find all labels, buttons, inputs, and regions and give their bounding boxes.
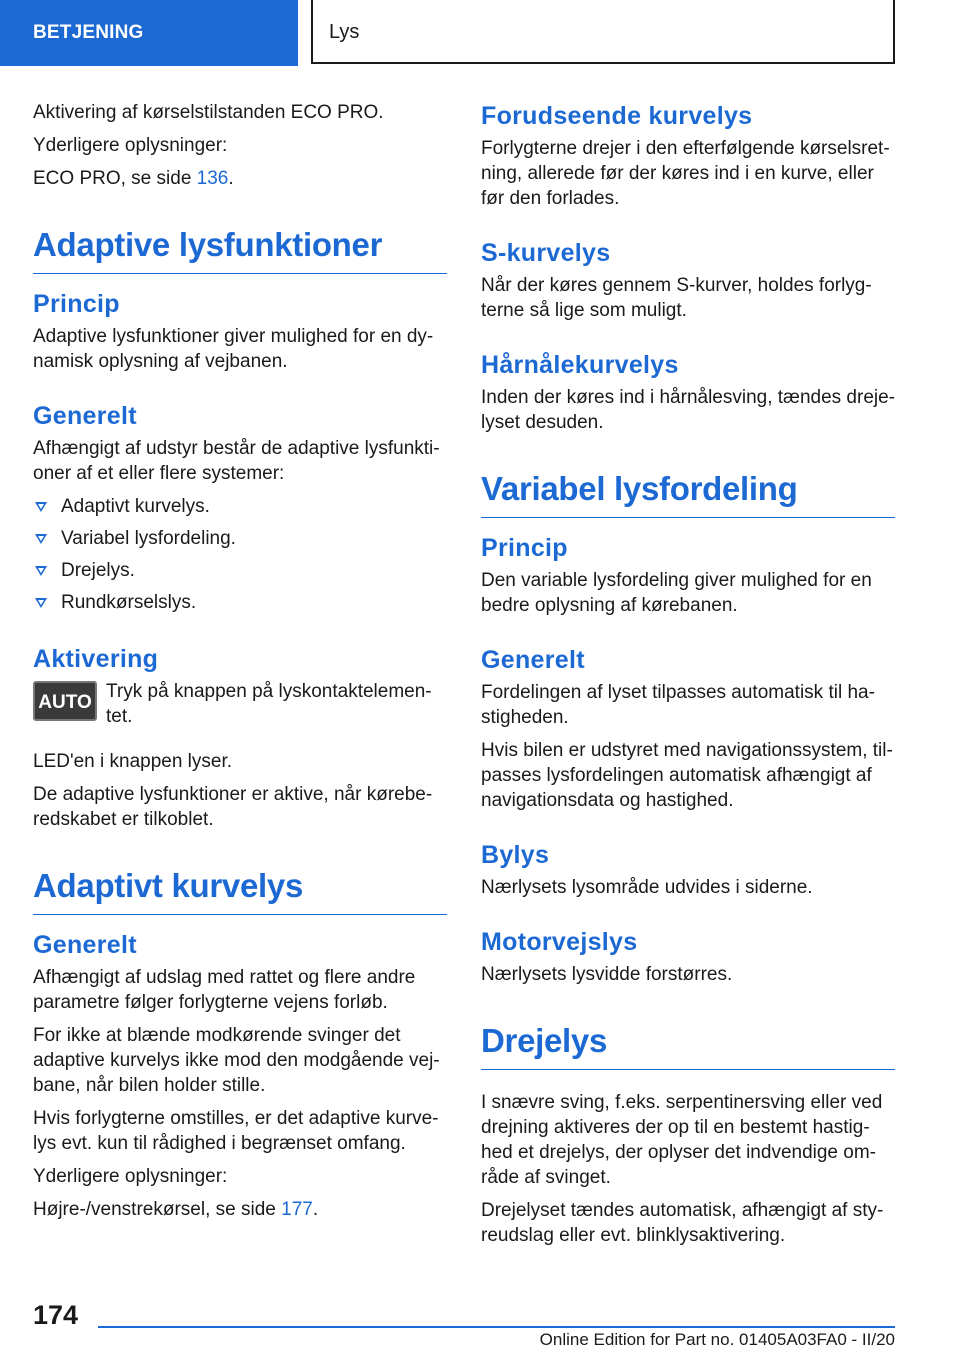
page-link-136[interactable]: 136: [196, 168, 229, 189]
systems-list: [33, 494, 447, 615]
motorvej-text: Nærlysets lysvidde forstørres.: [481, 964, 733, 985]
aktiv-text: De adaptive lysfunktioner er aktive, når kørebe-redskabet er tilkoblet.: [33, 784, 433, 830]
page-number: 174: [33, 1300, 79, 1330]
heading-s-kurvelys: S-kurvelys: [481, 239, 611, 267]
chapter-tab: Lys: [311, 0, 895, 64]
section-tab: BETJENING: [0, 0, 298, 66]
variabel-generelt-2: Hvis bilen er udstyret med navigationssystem, til-passes lysfordelingen automatisk afhængigt af navigationsdata og hastighed.: [481, 740, 893, 811]
variabel-generelt-1: Fordelingen af lyset tilpasses automatisk til ha-stigheden.: [481, 682, 875, 728]
princip-text: Adaptive lysfunktioner giver mulighed for en dy-namisk oplysning af vejbanen.: [33, 326, 434, 372]
generelt-text: Afhængigt af udstyr består de adaptive lysfunkti-oner af et eller flere systemer:: [33, 438, 440, 484]
kurve-paragraph-3: Hvis forlygterne omstilles, er det adaptive kurve-lys evt. kun til rådighed i begrænset omfang.: [33, 1108, 439, 1154]
heading-drejelys: Drejelys: [481, 1021, 895, 1070]
kurve-paragraph-1: Afhængigt af udslag med rattet og flere andre parametre følger forlygterne vejens forløb.: [33, 967, 416, 1013]
heading-aktivering: Aktivering: [33, 645, 159, 673]
reference-end: .: [228, 168, 234, 189]
triangle-down-icon: [35, 566, 47, 576]
reference-text: ECO PRO, se side: [33, 168, 197, 189]
auto-button-icon: AUTO: [33, 681, 97, 721]
heading-generelt-2: Generelt: [33, 931, 137, 959]
heading-forudseende-kurvelys: Forudseende kurvelys: [481, 102, 753, 130]
aktivering-text: Tryk på knappen på lyskontaktelemen-tet.: [106, 681, 432, 727]
footer-divider: [98, 1326, 895, 1328]
haarnaal-text: Inden der køres ind i hårnålesving, tændes dreje-lyset desuden.: [481, 387, 896, 433]
forudseende-text: Forlygterne drejer i den efterfølgende kørselsret-ning, allerede før der køres ind i en kurve, eller før den forlades.: [481, 138, 890, 209]
drejelys-paragraph-1: I snævre sving, f.eks. serpentinersving eller ved drejning aktiveres der op til en bestemt hastig-hed et drejelys, der oplyser det indvendige om-råde af svinget.: [481, 1092, 883, 1188]
list-item: Variabel lysfordeling.: [33, 526, 447, 551]
aktivering-row: [33, 679, 447, 739]
intro-reference: [33, 166, 447, 191]
heading-princip-2: Princip: [481, 534, 568, 562]
reference-text: Højre-/venstrekørsel, se side: [33, 1199, 282, 1220]
s-kurvelys-text: Når der køres gennem S-kurver, holdes forlyg-terne så lige som muligt.: [481, 275, 872, 321]
heading-bylys: Bylys: [481, 841, 550, 869]
reference-end: .: [312, 1199, 319, 1220]
kurve-reference: [33, 1197, 447, 1222]
edition-label: Online Edition for Part no. 01405A03FA0 - II/20: [539, 1330, 895, 1349]
intro-line-2: Yderligere oplysninger:: [33, 135, 228, 156]
drejelys-paragraph-2: Drejelyset tændes automatisk, afhængigt af sty-reudslag eller evt. blinklysaktivering.: [481, 1200, 884, 1246]
triangle-down-icon: [35, 598, 47, 608]
page-footer: [0, 1290, 960, 1362]
led-text: LED'en i knappen lyser.: [33, 751, 233, 772]
list-item: Rundkørselslys.: [33, 590, 447, 615]
left-column: [33, 100, 447, 1230]
heading-variabel-lysfordeling: Variabel lysfordeling: [481, 469, 895, 518]
page-link-177[interactable]: 177: [281, 1199, 313, 1220]
heading-princip: Princip: [33, 290, 120, 318]
heading-adaptivt-kurvelys: Adaptivt kurvelys: [33, 866, 447, 915]
page-header: [0, 0, 960, 66]
kurve-paragraph-2: For ikke at blænde modkørende svinger det adaptive kurvelys ikke mod den modgående vej-bane, når bilen holder stille.: [33, 1025, 440, 1096]
heading-generelt-3: Generelt: [481, 646, 585, 674]
right-column: [481, 100, 895, 1256]
triangle-down-icon: [35, 534, 47, 544]
heading-adaptive-lysfunktioner: Adaptive lysfunktioner: [33, 225, 447, 274]
variabel-princip-text: Den variable lysfordeling giver mulighed for en bedre oplysning af kørebanen.: [481, 570, 872, 616]
list-item: Adaptivt kurvelys.: [33, 494, 447, 519]
heading-motorvejslys: Motorvejslys: [481, 928, 638, 956]
heading-generelt: Generelt: [33, 402, 137, 430]
kurve-paragraph-4: Yderligere oplysninger:: [33, 1166, 228, 1187]
heading-haarnaalekurvelys: Hårnålekurvelys: [481, 351, 679, 379]
list-item: Drejelys.: [33, 558, 447, 583]
bylys-text: Nærlysets lysområde udvides i siderne.: [481, 877, 813, 898]
triangle-down-icon: [35, 502, 47, 512]
intro-line-1: Aktivering af kørselstilstanden ECO PRO.: [33, 102, 384, 123]
